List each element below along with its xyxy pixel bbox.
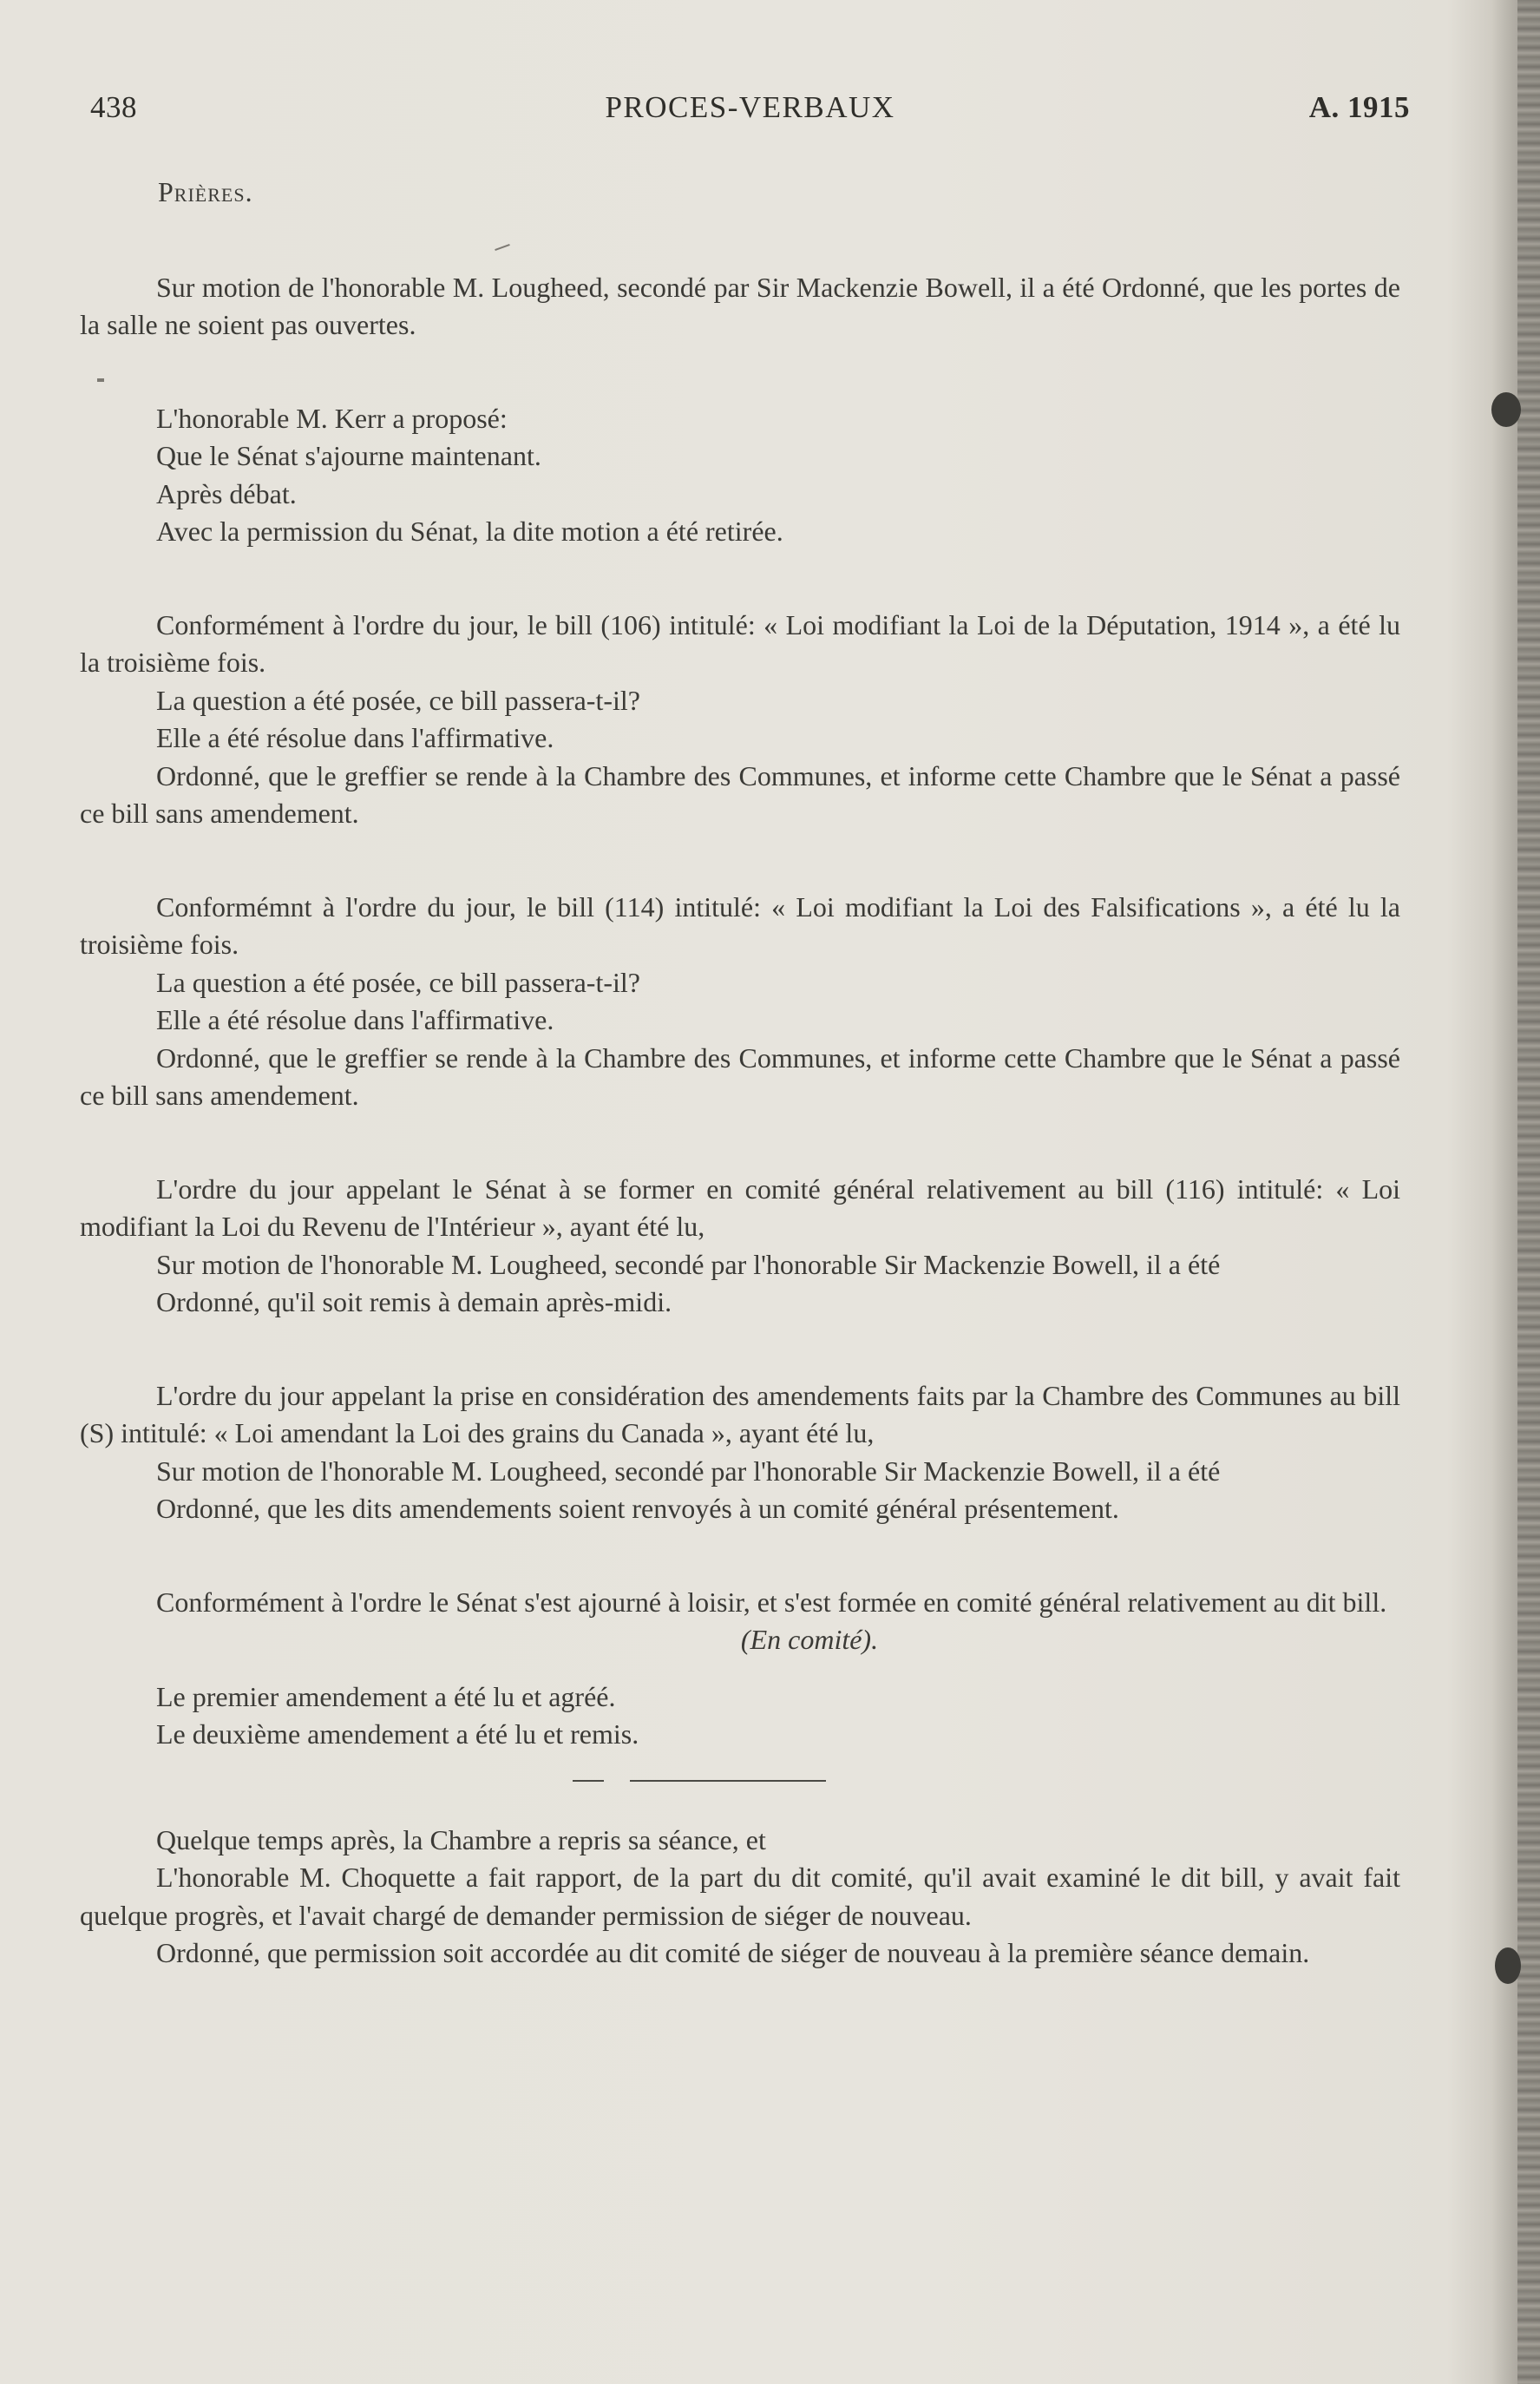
paragraph: L'ordre du jour appelant le Sénat à se former en comité général relativement au bill (116) intitulé: « Loi modifiant la Loi du Revenu de l'Intérieur », ayant été lu,: [80, 1172, 1400, 1242]
paragraph: Sur motion de l'honorable M. Lougheed, secondé par l'honorable Sir Mackenzie Bowell, il a été: [156, 1248, 1221, 1280]
section-committee: [80, 1584, 1400, 1754]
paragraph: L'honorable M. Choquette a fait rapport, de la part du dit comité, qu'il avait examiné le dit bill, y avait fait quelque progrès, et l'avait chargé de demander permission de siéger de nouveau.: [80, 1862, 1400, 1931]
paragraph: La question a été posée, ce bill passera-t-il?: [156, 684, 640, 716]
book-binding-edge: [1517, 0, 1540, 2384]
prayers-heading: Prières.: [158, 176, 253, 207]
paragraph: Ordonné, que les dits amendements soient renvoyés à un comité général présentement.: [156, 1493, 1119, 1524]
ink-blot: [1495, 1947, 1521, 1984]
paragraph: Le premier amendement a été lu et agréé.: [156, 1680, 616, 1712]
divider-dash-short: [573, 1780, 604, 1782]
paragraph: Conformément à l'ordre du jour, le bill (106) intitulé: « Loi modifiant la Loi de la Députation, 1914 », a été lu la troisième fois.: [80, 608, 1400, 678]
divider-dash-long: [630, 1780, 826, 1782]
running-title: PROCES-VERBAUX: [605, 90, 895, 124]
paragraph: Conformément à l'ordre le Sénat s'est ajourné à loisir, et s'est formée en comité général relativement au dit bill.: [156, 1586, 1387, 1618]
paragraph: Elle a été résolue dans l'affirmative.: [156, 1004, 554, 1035]
paragraph: Sur motion de l'honorable M. Lougheed, secondé par Sir Mackenzie Bowell, il a été Ordonné, que les portes de la salle ne soient pas ouvertes.: [80, 271, 1400, 340]
paragraph: Que le Sénat s'ajourne maintenant.: [156, 440, 541, 471]
paragraph: Le deuxième amendement a été lu et remis.: [156, 1718, 639, 1750]
section-bill-114: [80, 889, 1400, 1115]
paragraph: L'honorable M. Kerr a proposé:: [156, 402, 508, 434]
stray-mark: [97, 378, 104, 382]
ink-blot: [1491, 392, 1521, 427]
section-bill-s: [80, 1377, 1400, 1528]
paragraph: Ordonné, que le greffier se rende à la Chambre des Communes, et informe cette Chambre que le Sénat a passé ce bill sans amendement.: [80, 1041, 1400, 1111]
section-bill-106: [80, 607, 1400, 833]
section-doors-closed: [80, 269, 1400, 345]
section-bill-116: [80, 1171, 1400, 1322]
paragraph: Sur motion de l'honorable M. Lougheed, secondé par l'honorable Sir Mackenzie Bowell, il a été: [156, 1455, 1221, 1487]
paragraph: La question a été posée, ce bill passera-t-il?: [156, 966, 640, 998]
paragraph: Elle a été résolue dans l'affirmative.: [156, 722, 554, 753]
paragraph: Ordonné, que le greffier se rende à la Chambre des Communes, et informe cette Chambre que le Sénat a passé ce bill sans amendement.: [80, 759, 1400, 829]
page-number: 438: [90, 90, 137, 124]
page-edge-shadow: [1491, 0, 1517, 2384]
paragraph: Ordonné, que permission soit accordée au dit comité de siéger de nouveau à la première séance demain.: [156, 1937, 1310, 1968]
paragraph: Conformémnt à l'ordre du jour, le bill (114) intitulé: « Loi modifiant la Loi des Falsifications », a été lu la troisième fois.: [80, 890, 1400, 960]
paragraph: Ordonné, qu'il soit remis à demain après-midi.: [156, 1286, 672, 1317]
section-report: [80, 1822, 1400, 1973]
paragraph: Avec la permission du Sénat, la dite motion a été retirée.: [156, 516, 783, 547]
paragraph: Quelque temps après, la Chambre a repris sa séance, et: [156, 1823, 766, 1855]
paragraph: Après débat.: [156, 477, 297, 509]
session-year: A. 1915: [1308, 90, 1410, 124]
section-divider: [80, 1773, 1400, 1790]
committee-label: (En comité).: [740, 1624, 879, 1655]
page-body: [80, 174, 1400, 1973]
section-kerr-motion: [80, 400, 1400, 551]
page-header: [90, 90, 1410, 134]
paragraph: L'ordre du jour appelant la prise en considération des amendements faits par la Chambre des Communes au bill (S) intitulé: « Loi amendant la Loi des grains du Canada », ayant été lu,: [80, 1379, 1400, 1448]
